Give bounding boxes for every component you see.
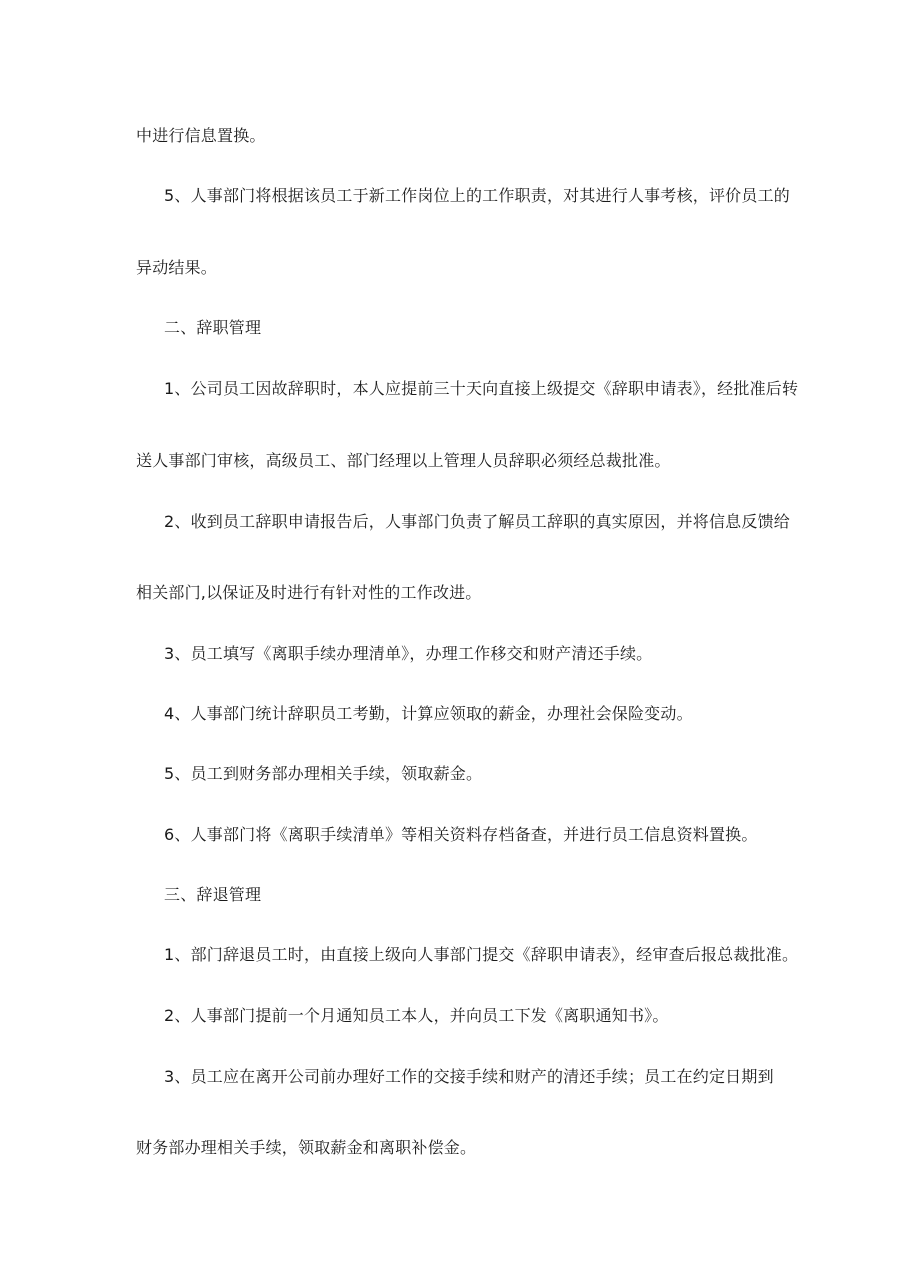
text-line: 异动结果。 xyxy=(136,258,218,277)
text-line: 6、人事部门将《离职手续清单》等相关资料存档备查，并进行员工信息资料置换。 xyxy=(164,825,758,844)
text-line: 5、员工到财务部办理相关手续，领取薪金。 xyxy=(164,764,483,783)
text-line: 5、人事部门将根据该员工于新工作岗位上的工作职责，对其进行人事考核，评价员工的 xyxy=(164,186,790,205)
text-line: 3、员工填写《离职手续办理清单》，办理工作移交和财产清还手续。 xyxy=(164,644,653,663)
section-heading: 二、辞职管理 xyxy=(164,318,262,337)
text-line: 中进行信息置换。 xyxy=(136,126,266,145)
text-line: 4、人事部门统计辞职员工考勤，计算应领取的薪金，办理社会保险变动。 xyxy=(164,704,693,723)
text-line: 相关部门,以保证及时进行有针对性的工作改进。 xyxy=(136,583,482,602)
section-heading: 三、辞退管理 xyxy=(164,885,262,904)
text-line: 财务部办理相关手续，领取薪金和离职补偿金。 xyxy=(136,1138,477,1157)
text-line: 1、公司员工因故辞职时，本人应提前三十天向直接上级提交《辞职申请表》，经批准后转 xyxy=(164,379,799,398)
text-line: 2、人事部门提前一个月通知员工本人，并向员工下发《离职通知书》。 xyxy=(164,1006,669,1025)
text-line: 3、员工应在离开公司前办理好工作的交接手续和财产的清还手续；员工在约定日期到 xyxy=(164,1067,774,1086)
text-line: 1、部门辞退员工时，由直接上级向人事部门提交《辞职申请表》，经审查后报总裁批准。 xyxy=(164,945,799,964)
text-line: 2、收到员工辞职申请报告后，人事部门负责了解员工辞职的真实原因，并将信息反馈给 xyxy=(164,512,790,531)
text-line: 送人事部门审核，高级员工、部门经理以上管理人员辞职必须经总裁批准。 xyxy=(136,451,671,470)
